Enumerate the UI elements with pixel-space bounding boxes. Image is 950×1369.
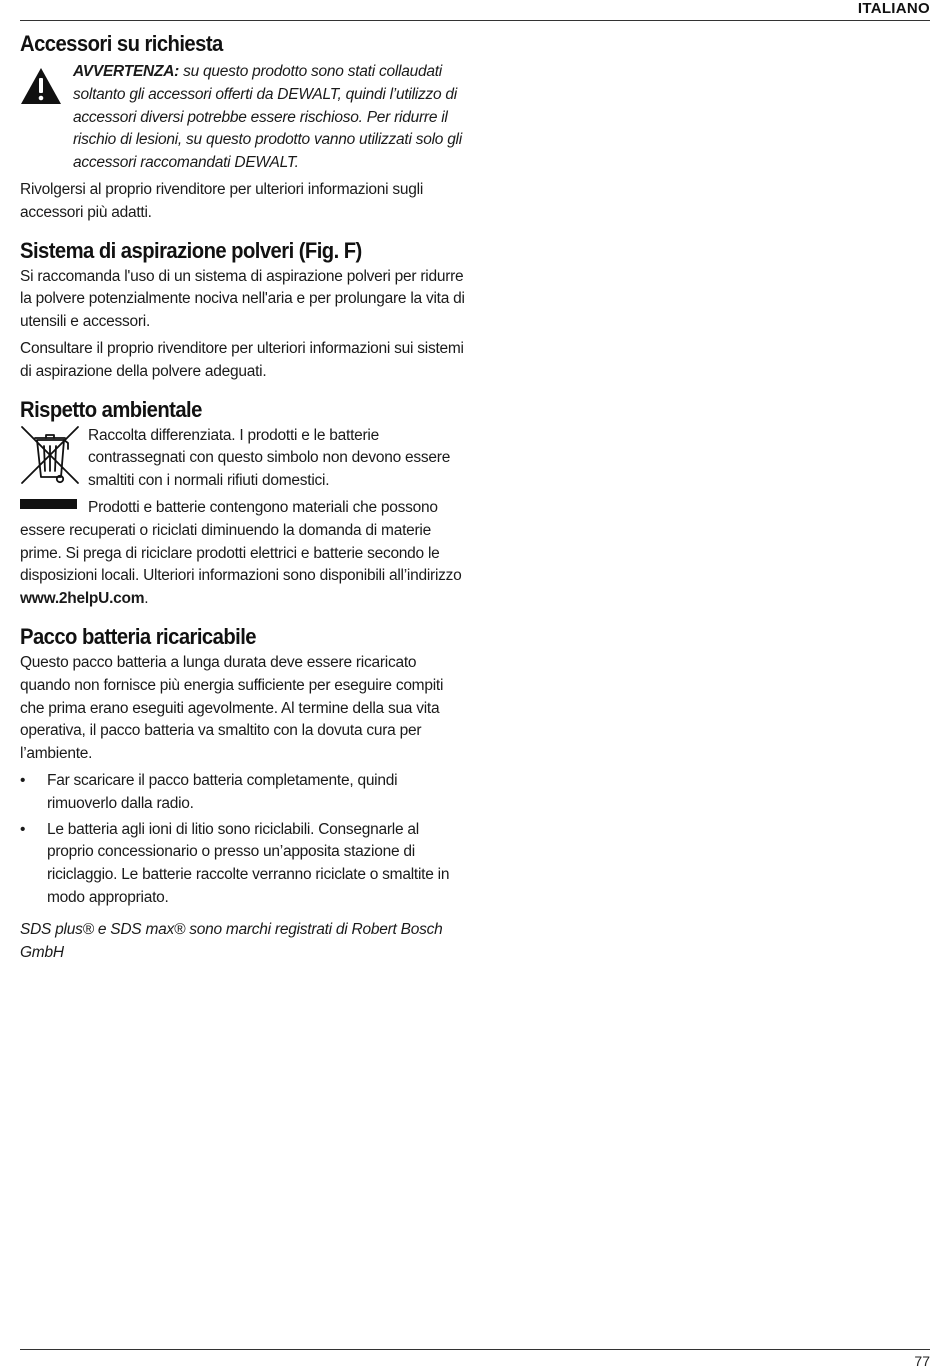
bullet-text: Le batteria agli ioni di litio sono riciclabili. Consegnarle al proprio concessionario o presso un’apposita stazione di riciclaggio. Le batterie raccolte verranno riciclate o smaltite in modo appropriato. [47, 820, 450, 906]
language-label: ITALIANO [857, 0, 930, 17]
trademark-note: SDS plus® e SDS max® sono marchi registrati di Robert Bosch GmbH [20, 920, 443, 961]
weee-text: Raccolta differenziata. I prodotti e le batterie contrassegnati con questo simbolo non devono essere smaltiti con i normali rifiuti domestici. [88, 426, 451, 490]
warning-body: su questo prodotto sono stati collaudati soltanto gli accessori offerti da DEWALT, quindi l’utilizzo di accessori diversi potrebbe essere rischioso. Per ridurre il rischio di lesioni, su questo prodotto vanno utilizzati solo gli accessori raccomandati DEWALT. [73, 63, 462, 172]
help-link[interactable]: www.2helpU.com [20, 590, 145, 608]
weee-block [20, 425, 465, 611]
recycle-body: Prodotti e batterie contengono materiali che possono essere recuperati o riciclati diminuendo la domanda di materie prime. Si prega di riciclare prodotti elettrici e batterie secondo le disposizioni locali. Ulteriori informazioni sono disponibili all’indirizzo [20, 498, 462, 585]
warning-label: AVVERTENZA: [73, 63, 180, 80]
weee-underline-bar [20, 499, 77, 509]
content-column [20, 31, 465, 964]
page-number: 77 [914, 1353, 930, 1369]
bullet-text: Far scaricare il pacco batteria completamente, quindi rimuoverlo dalla radio. [47, 771, 398, 812]
section-title-aspirazione: Sistema di aspirazione polveri (Fig. F) [20, 237, 362, 263]
bullet-marker: • [20, 771, 26, 789]
warning-text [73, 61, 465, 175]
recycle-after-link: . [144, 590, 149, 608]
aspirazione-paragraph-2: Consultare il proprio rivenditore per ulteriori informazioni sui sistemi di aspirazione della polvere adeguati. [20, 339, 464, 380]
warning-block [20, 61, 465, 175]
crossed-out-wheelie-bin-icon [20, 425, 80, 485]
footer-divider [20, 1349, 930, 1350]
section-title-batteria: Pacco batteria ricaricabile [20, 623, 256, 649]
accessori-paragraph: Rivolgersi al proprio rivenditore per ulteriori informazioni sugli accessori più adatti. [20, 180, 424, 221]
list-item [20, 819, 465, 910]
bullet-marker: • [20, 820, 26, 838]
header-divider [20, 20, 930, 21]
batteria-paragraph: Questo pacco batteria a lunga durata deve essere ricaricato quando non fornisce più energia sufficiente per eseguire compiti che prima erano eseguiti agevolmente. Al termine della sua vita operativa, il pacco batteria va smaltito con la dovuta cura per l’ambiente. [20, 653, 444, 763]
section-title-accessori: Accessori su richiesta [20, 31, 223, 56]
list-item [20, 770, 465, 816]
section-title-ambiente: Rispetto ambientale [20, 396, 202, 422]
warning-triangle-icon [20, 67, 62, 105]
batteria-bullet-list [20, 770, 465, 910]
aspirazione-paragraph-1: Si raccomanda l'uso di un sistema di aspirazione polveri per ridurre la polvere potenzialmente nociva nell'aria e per prolungare la vita di utensili e accessori. [20, 267, 465, 331]
recycle-text [20, 497, 465, 611]
